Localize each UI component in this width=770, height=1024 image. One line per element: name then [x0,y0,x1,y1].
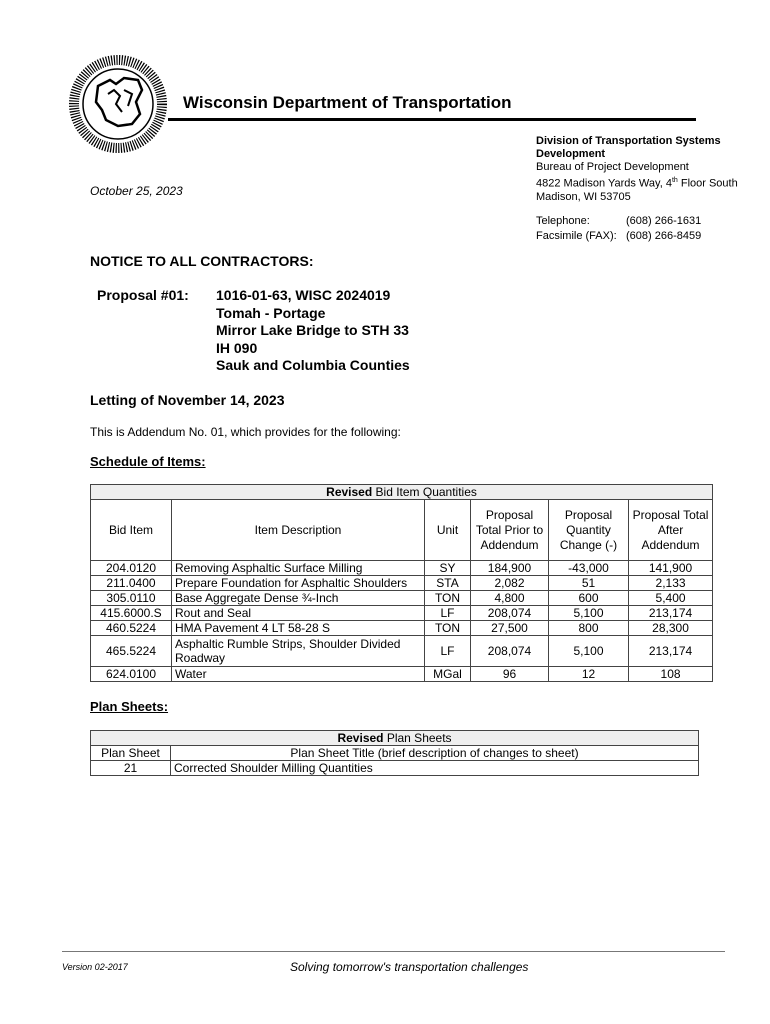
prior-total-cell: 2,082 [471,576,549,591]
change-cell: 12 [549,667,629,682]
bid-item-cell: 415.6000.S [91,606,172,621]
change-cell: 5,100 [549,606,629,621]
change-cell: 5,100 [549,636,629,667]
after-total-cell: 5,400 [629,591,713,606]
bid-item-cell: 204.0120 [91,561,172,576]
description-cell: Base Aggregate Dense ¾-Inch [172,591,425,606]
division-name-line: Division of Transportation Systems [536,135,721,147]
change-cell: 51 [549,576,629,591]
prior-total-cell: 208,074 [471,606,549,621]
proposal-label: Proposal #01: [97,287,189,303]
notice-heading: NOTICE TO ALL CONTRACTORS: [90,253,314,269]
description-cell: Removing Asphaltic Surface Milling [172,561,425,576]
division-name-line: Development [536,148,606,160]
prior-total-cell: 184,900 [471,561,549,576]
table-caption: Revised Plan Sheets [91,731,699,746]
proposal-line: 1016-01-63, WISC 2024019 [216,287,391,303]
column-header: Item Description [172,500,425,561]
description-cell: HMA Pavement 4 LT 58-28 S [172,621,425,636]
bid-item-cell: 211.0400 [91,576,172,591]
street-address: 4822 Madison Yards Way, 4th Floor South [536,177,738,190]
table-row [91,667,713,682]
after-total-cell: 2,133 [629,576,713,591]
bid-item-cell: 624.0100 [91,667,172,682]
column-header: Proposal Quantity Change (-) [549,500,629,561]
change-cell: -43,000 [549,561,629,576]
unit-cell: SY [425,561,471,576]
bid-items-table [90,484,713,682]
description-cell: Asphaltic Rumble Strips, Shoulder Divided Roadway [172,636,425,667]
column-header: Plan Sheet Title (brief description of changes to sheet) [171,746,699,761]
version-label: Version 02-2017 [62,962,128,972]
addendum-text: This is Addendum No. 01, which provides for the following: [90,425,401,439]
department-title: Wisconsin Department of Transportation [183,93,512,112]
letting-date: Letting of November 14, 2023 [90,392,285,408]
change-cell: 600 [549,591,629,606]
prior-total-cell: 27,500 [471,621,549,636]
bid-item-cell: 305.0110 [91,591,172,606]
wisdot-seal-icon [68,54,168,154]
prior-total-cell: 96 [471,667,549,682]
prior-total-cell: 4,800 [471,591,549,606]
column-header: Bid Item [91,500,172,561]
after-total-cell: 213,174 [629,606,713,621]
bid-item-cell: 465.5224 [91,636,172,667]
proposal-line: Mirror Lake Bridge to STH 33 [216,322,409,339]
table-row [91,606,713,621]
change-cell: 800 [549,621,629,636]
footer-rule [62,951,725,952]
unit-cell: LF [425,636,471,667]
proposal-line: Sauk and Columbia Counties [216,357,410,374]
table-caption: Revised Bid Item Quantities [91,485,713,500]
proposal-line: Tomah - Portage [216,304,326,321]
plan-sheet-title: Corrected Shoulder Milling Quantities [171,761,699,776]
fax-line: Facsimile (FAX): (608) 266-8459 [536,230,702,242]
table-row [91,761,699,776]
description-cell: Prepare Foundation for Asphaltic Shoulders [172,576,425,591]
division-address [536,135,738,204]
proposal-line: IH 090 [216,339,258,356]
description-cell: Water [172,667,425,682]
letter-date: October 25, 2023 [90,184,183,198]
unit-cell: TON [425,621,471,636]
plan-sheet-number: 21 [91,761,171,776]
column-header: Unit [425,500,471,561]
column-header: Proposal Total After Addendum [629,500,713,561]
after-total-cell: 108 [629,667,713,682]
plan-sheets-heading: Plan Sheets: [90,699,169,714]
after-total-cell: 141,900 [629,561,713,576]
table-row [91,636,713,667]
unit-cell: LF [425,606,471,621]
telephone-line: Telephone: (608) 266-1631 [536,215,702,227]
column-header: Proposal Total Prior to Addendum [471,500,549,561]
footer-tagline: Solving tomorrow's transportation challenges [290,960,529,974]
prior-total-cell: 208,074 [471,636,549,667]
table-row [91,621,713,636]
plan-sheets-table [90,730,699,776]
bid-item-cell: 460.5224 [91,621,172,636]
table-row [91,591,713,606]
schedule-heading: Schedule of Items: [90,454,206,469]
proposal-details [216,287,410,375]
column-header: Plan Sheet [91,746,171,761]
after-total-cell: 28,300 [629,621,713,636]
title-rule [168,118,696,121]
after-total-cell: 213,174 [629,636,713,667]
unit-cell: STA [425,576,471,591]
unit-cell: MGal [425,667,471,682]
city-line: Madison, WI 53705 [536,190,631,203]
table-row [91,576,713,591]
unit-cell: TON [425,591,471,606]
table-row [91,561,713,576]
contact-block [536,214,701,244]
description-cell: Rout and Seal [172,606,425,621]
bureau-name: Bureau of Project Development [536,161,689,173]
